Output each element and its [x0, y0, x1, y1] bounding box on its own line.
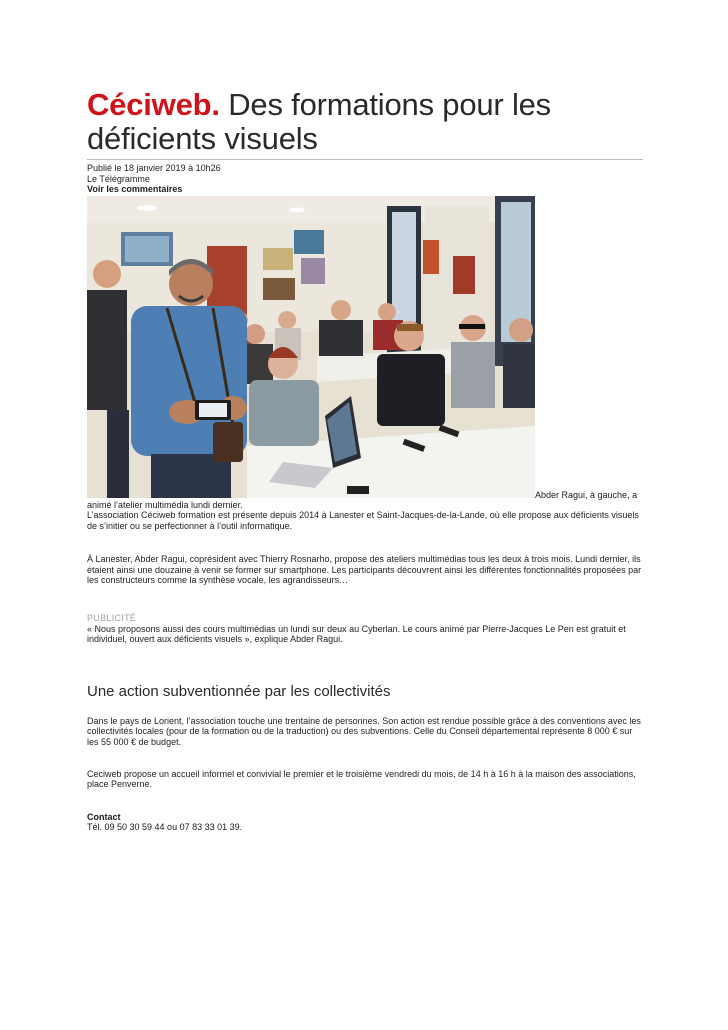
comments-link-row: [87, 184, 643, 195]
article-title: [87, 88, 643, 156]
comments-link[interactable]: les commentaires: [106, 184, 183, 194]
article-paragraph-1: L’association Céciweb formation est présente depuis 2014 à Lanester et Saint-Jacques-de-la-Lande, où elle propose aux déficients visuels de s’initier ou se perfectionner à l’outil informatique.: [87, 510, 639, 531]
article-paragraph-4: Dans le pays de Lorient, l’association touche une trentaine de personnes. Son action est rendue possible grâce à des conventions avec les collectivités locales (pour de la formation ou de la traduction) ou des subventions. Celle du Conseil départemental représente 8 000 € sur les 55 000 € de budget.: [87, 715, 641, 747]
title-text: Des formations pour les déficients visuels: [87, 87, 551, 156]
article-paragraph-2: À Lanester, Abder Ragui, coprésident avec Thierry Rosnarho, propose des ateliers multimédias tous les deux à trois mois. Lundi dernier, ils étaient ainsi une douzaine à venir se former sur smartphone. Les participants découvrent ainsi les différentes fonctionnalités proposées par les constructeurs comme la synthèse vocale, les agrandisseurs…: [87, 554, 642, 586]
source-name: Le Télégramme: [87, 173, 150, 184]
title-divider: [87, 159, 643, 160]
advert-label: PUBLICITÉ: [87, 612, 137, 623]
article-photo-container: [87, 196, 638, 500]
publish-date: Publié le 18 janvier 2019 à 10h26: [87, 163, 221, 173]
title-brand: Céciweb.: [87, 87, 220, 122]
photo-caption-end: animé l’atelier multimédia lundi dernier.: [87, 499, 243, 510]
contact-phone: Tél. 09 50 30 59 44 ou 07 83 33 01 39.: [87, 822, 243, 833]
section-heading: Une action subventionnée par les collectivités: [87, 682, 391, 700]
comments-prefix: Voir: [87, 184, 107, 194]
article-paragraph-5: Ceciweb propose un accueil informel et convivial le premier et le troisième vendredi du mois, de 14 h à 16 h à la maison des associations, place Penverne.: [87, 768, 636, 790]
contact-label: Contact: [87, 811, 121, 822]
article: [87, 88, 643, 833]
article-photo: [87, 196, 535, 498]
article-meta: [87, 163, 643, 195]
photo-caption-start: Abder Ragui, à gauche, a: [535, 489, 638, 500]
article-paragraph-3: « Nous proposons aussi des cours multimédias un lundi sur deux au Cyberlan. Le cours animé par Pierre-Jacques Le Pen est gratuit et individuel, ouvert aux déficients visuels », explique Abder Ragui.: [87, 623, 626, 645]
